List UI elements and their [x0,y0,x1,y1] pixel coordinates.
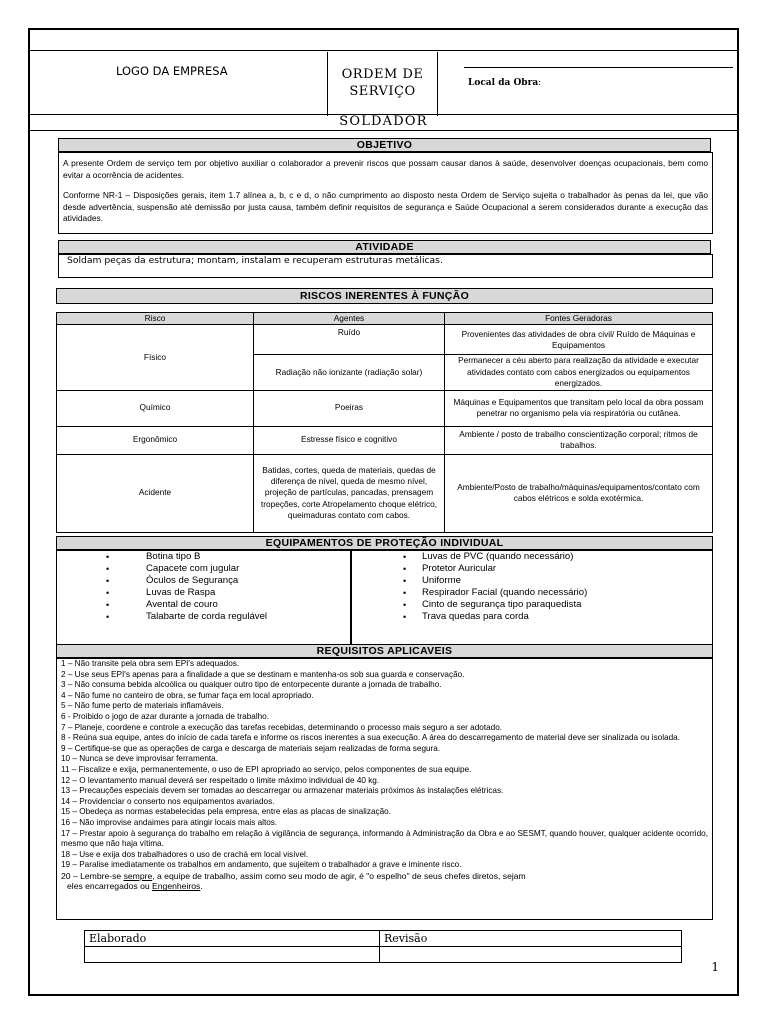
revisao-label: Revisão [380,931,682,947]
agente-ruido: Ruído [254,325,445,355]
agente-acidente: Batidas, cortes, queda de materiais, quedas de diferença de nível, queda de mesmo nível, projeção de partículas, pancadas, prensagem tropeções, corte Atropelamento choque elétrico, queimaduras contato com cabos. [254,454,445,532]
list-item: • Óculos de Segurança [102,575,342,587]
list-item: • Talabarte de corda regulável [102,611,342,623]
document-page [28,28,739,996]
list-item: • Botina tipo B [102,551,342,563]
list-item: • Cinto de segurança tipo paraquedista [399,599,711,611]
list-item: • Protetor Auricular [399,563,711,575]
requisito-item: 13 – Precauções especiais devem ser tomadas ao descarregar ou armazenar materiais próximos às instalações elétricas. [61,786,504,796]
table-row [85,931,682,947]
requisito-item-20: 20 – Lembre-se sempre, a equipe de trabalho, assim como seu modo de agir, é "o espelho" de seus chefes diretos, sejam [61,870,526,881]
requisito-item: 19 – Paralise imediatamente os trabalhos em andamento, que sujeitem o trabalhador a grave e iminente risco. [61,860,462,870]
list-item: • Luvas de Raspa [102,587,342,599]
list-item: • Avental de couro [102,599,342,611]
requisito-item: 1 – Não transite pela obra sem EPI's adequados. [61,659,240,668]
col-agentes-header: Agentes [254,313,445,325]
requisito-item: 7 – Planeje, coordene e controle a execução das tarefas recebidas, determinando o processo mais seguro a ser adotado. [61,722,503,732]
list-item: • Luvas de PVC (quando necessário) [399,551,711,563]
agente-estresse: Estresse físico e cognitivo [254,426,445,454]
list-item: • Respirador Facial (quando necessário) [399,587,711,599]
requisito-item: 16 – Não improvise andaimes para atingir locais mais altos. [61,817,278,827]
site-location-label: Local da Obra: [468,78,542,88]
epi-list-right [399,550,711,650]
riscos-header-row [57,313,713,325]
fonte-ergonomico: Ambiente / posto de trabalho conscientização corporal; ritmos de trabalhos. [445,426,713,454]
elaborado-label: Elaborado [85,931,380,947]
risco-quimico: Químico [57,390,254,426]
epi-heading: EQUIPAMENTOS DE PROTEÇÃO INDIVIDUAL [56,536,713,550]
document-type-line-1: ORDEM DE [341,67,424,82]
risco-fisico: Físico [57,325,254,390]
table-row [57,390,713,426]
risco-acidente: Acidente [57,454,254,532]
atividade-heading: ATIVIDADE [58,240,711,254]
elaborado-value [85,947,380,963]
list-item: • Capacete com jugular [102,563,342,575]
approval-table [84,930,682,963]
site-location-rule [464,67,733,68]
requisito-item: 3 – Não consuma bebida alcoólica ou qualquer outro tipo de entorpecente durante a jornada de trabalho. [61,680,442,690]
requisito-item: 9 – Certifique-se que as operações de carga e descarga de materiais sejam realizadas de forma segura. [61,743,441,753]
requisito-item: 8 - Reúna sua equipe, antes do início de cada tarefa e informe os riscos inerentes a sua execução. A área do descarregamento de material deve ser sinalizada ou isolada. [61,733,680,743]
requisitos-heading: REQUISITOS APLICAVEIS [56,644,713,658]
agente-radiacao: Radiação não ionizante (radiação solar) [254,355,445,390]
objetivo-paragraph-1: A presente Ordem de serviço tem por objetivo auxiliar o colaborador a prevenir riscos que possam causar danos à saúde, desenvolver doenças ocupacionais, bem como evitar a ocorrência de acidentes. [63,158,708,180]
top-rule [30,50,737,51]
logo-cell [30,52,328,116]
col-risco-header: Risco [57,313,254,325]
fonte-acidente: Ambiente/Posto de trabalho/máquinas/equipamentos/contato com cabos elétricos e solda exotérmica. [445,454,713,532]
requisito-item: 11 – Fiscalize e exija, permanentemente, o uso de EPI apropriado ao serviço, pelos componentes de sua equipe. [61,764,472,774]
objetivo-paragraph-2: Conforme NR-1 – Disposições gerais, item 1.7 alínea a, b, c e d, o não cumprimento ao disposto nesta Ordem de Serviço sujeita o trabalhador às penas da lei, que vão desde advertência, suspensão até demissão por justa causa, também definir requisitos de segurança e Saúde Ocupacional a serem considerados durante a execução das atividades. [63,190,708,224]
requisito-item: 10 – Nunca se deve improvisar ferramenta. [61,754,219,764]
list-item: • Trava quedas para corda [399,611,711,623]
requisito-item-20-continued: eles encarregados ou Engenheiros. [67,881,203,892]
company-logo-placeholder: LOGO DA EMPRESA [116,64,228,78]
role-bottom-rule [30,130,737,131]
revisao-value [380,947,682,963]
requisito-item: 18 – Use e exija dos trabalhadores o uso de crachá em local visível. [61,849,309,859]
risco-ergonomico: Ergonômico [57,426,254,454]
requisitos-box [56,658,713,920]
atividade-text: Soldam peças da estrutura; montam, instalam e recuperam estruturas metálicas. [67,255,443,266]
page-number: 1 [711,960,719,974]
requisito-item: 4 – Não fume no canteiro de obra, se fumar faça em local apropriado. [61,690,314,700]
riscos-heading: RISCOS INERENTES À FUNÇÃO [56,288,713,304]
riscos-table [56,312,713,533]
objetivo-box [58,152,713,234]
requisito-item: 2 – Use seus EPI's apenas para a finalidade a que se destinam e mantenha-os sob sua guarda e conservação. [61,669,465,679]
epi-list-left [102,550,342,650]
table-row [57,454,713,532]
requisito-item: 5 – Não fume perto de materiais inflamáveis. [61,701,224,711]
list-item: • Uniforme [399,575,711,587]
col-fontes-header: Fontes Geradoras [445,313,713,325]
table-row [57,426,713,454]
fonte-radiacao: Permanecer a céu aberto para realização da atividade e executar atividades contato com cabos energizados ou equipamentos energizados. [445,355,713,390]
document-type-line-2: SERVIÇO [349,84,416,99]
epi-column-divider [350,550,352,650]
table-row [85,947,682,963]
fonte-quimico: Máquinas e Equipamentos que transitam pelo local da obra possam penetrar no organismo pela via respiratória ou cutânea. [445,390,713,426]
requisito-item: 17 – Prestar apoio à segurança do trabalho em relação à vigilância de segurança, informando à Administração da Obra e ao SESMT, quando houver, qualquer acidente ocorrido, mesmo que não haja vítima. [61,828,708,849]
fonte-ruido: Provenientes das atividades de obra civil/ Ruído de Máquinas e Equipamentos [445,325,713,355]
role-title: SOLDADOR [339,114,428,129]
table-row [57,325,713,355]
requisito-item: 15 – Obedeça as normas estabelecidas pela empresa, entre elas as placas de sinalização. [61,807,391,817]
requisito-item: 14 – Providenciar o conserto nos equipamentos avariados. [61,796,275,806]
document-type-cell [328,52,438,116]
requisito-item: 12 – O levantamento manual deverá ser respeitado o limite máximo individual de 40 kg. [61,775,380,785]
requisito-item: 6 - Proibido o jogo de azar durante a jornada de trabalho. [61,711,270,721]
atividade-box [58,254,713,278]
agente-poeiras: Poeiras [254,390,445,426]
objetivo-heading: OBJETIVO [58,138,711,152]
site-location-cell [438,52,737,116]
